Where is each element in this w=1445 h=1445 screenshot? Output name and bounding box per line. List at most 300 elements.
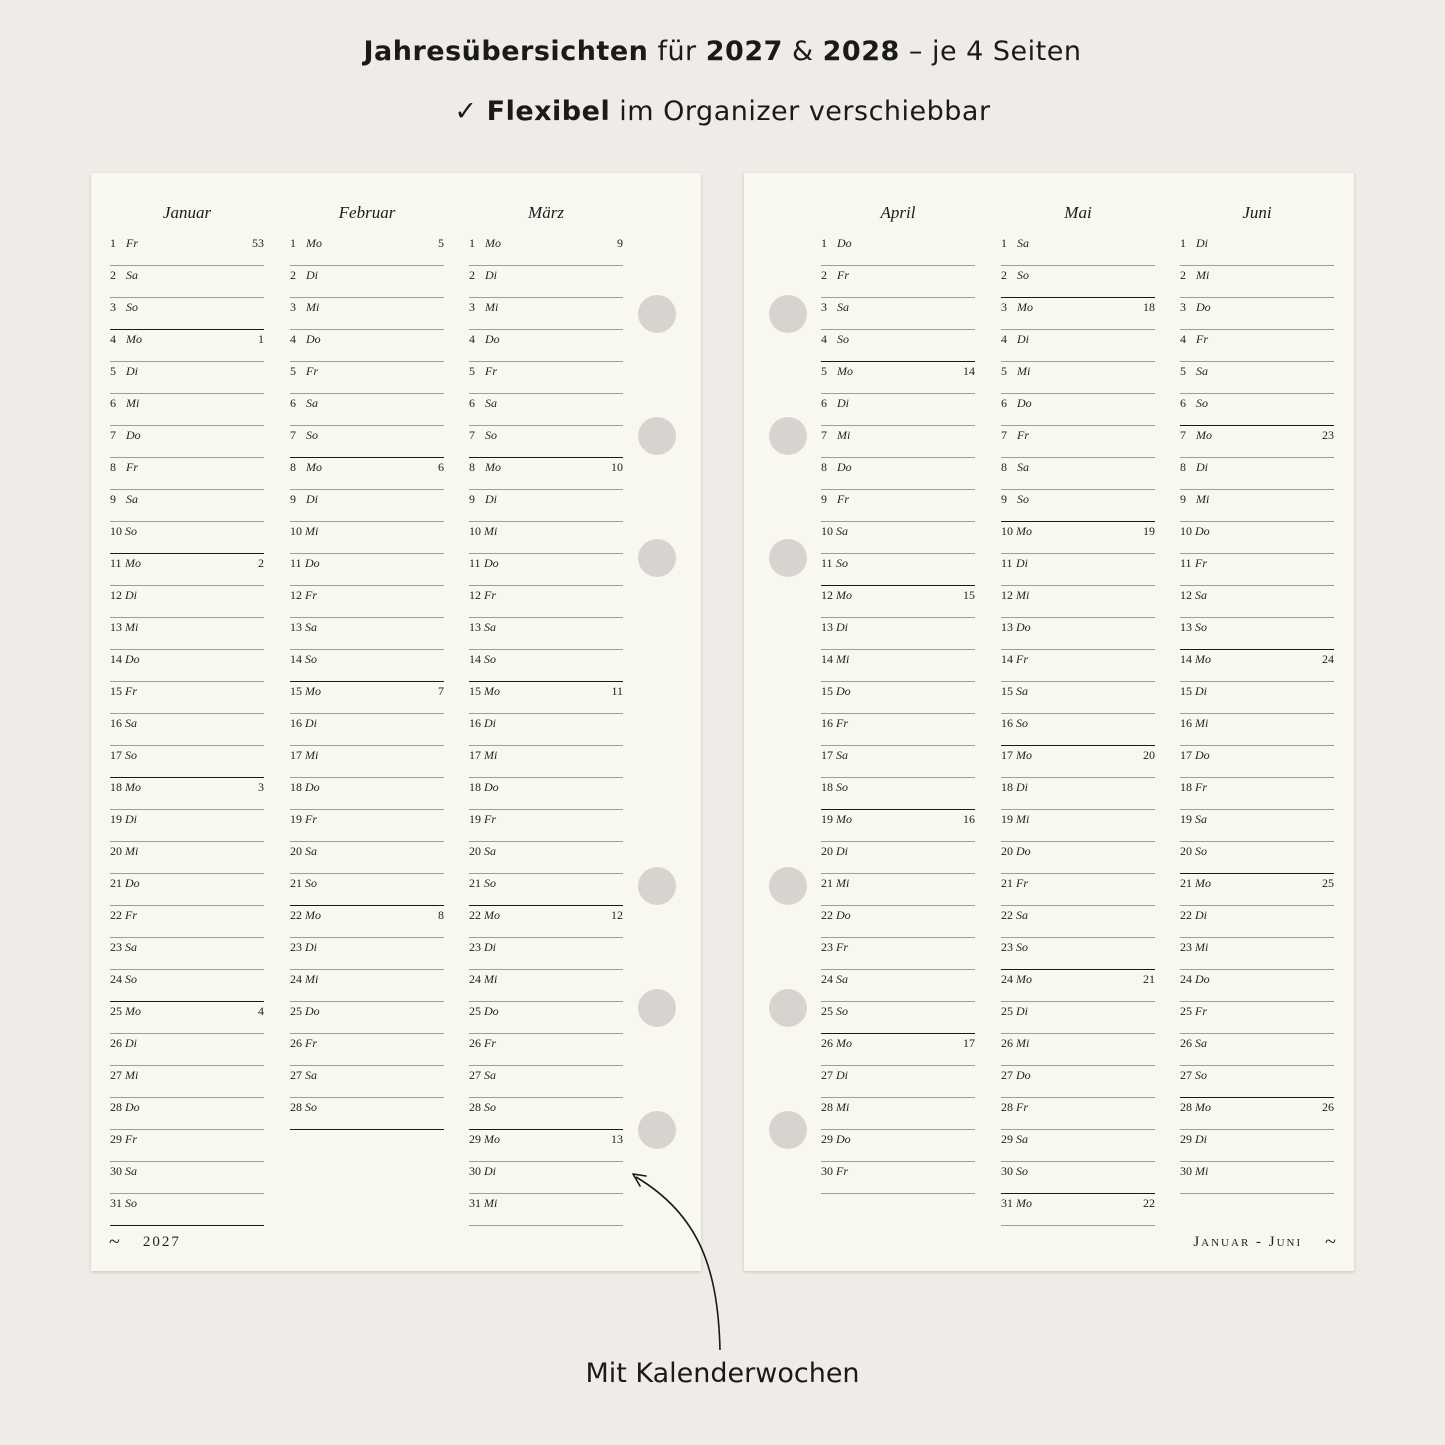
weekday-name: Mi (1195, 716, 1209, 730)
day-row (469, 906, 623, 938)
day-row (1180, 1002, 1334, 1034)
day-number: 20 (290, 844, 302, 858)
calendar-week-number: 8 (438, 908, 444, 922)
weekday-name: So (1016, 940, 1028, 954)
weekday-name: Do (837, 236, 852, 250)
day-number: 10 (1001, 524, 1013, 538)
weekday-name: Di (305, 716, 317, 730)
weekday-name: Fr (1195, 780, 1207, 794)
day-row (1001, 586, 1155, 618)
day-number: 29 (469, 1132, 481, 1146)
headline-line-2 (0, 96, 1445, 127)
weekday-name: Di (1016, 556, 1028, 570)
day-row (290, 938, 444, 970)
weekday-name: Mo (306, 460, 322, 474)
headline-bold-1: Jahresübersichten (363, 36, 649, 67)
day-row (1001, 298, 1155, 330)
day-number: 9 (110, 492, 116, 506)
day-row (821, 394, 975, 426)
headline-text-4: im Organizer verschiebbar (610, 96, 991, 127)
weekday-name: Mo (305, 684, 321, 698)
day-row (1001, 746, 1155, 778)
day-row (110, 842, 264, 874)
day-row (1001, 1034, 1155, 1066)
month-name: Juni (1242, 203, 1272, 222)
day-number: 23 (1001, 940, 1013, 954)
weekday-name: So (836, 780, 848, 794)
day-row (110, 330, 264, 362)
punch-hole (638, 417, 676, 455)
day-number: 26 (290, 1036, 302, 1050)
day-number: 28 (290, 1100, 302, 1114)
weekday-name: Do (1016, 1068, 1031, 1082)
day-row (821, 234, 975, 266)
day-number: 7 (110, 428, 116, 442)
weekday-name: Fr (1017, 428, 1029, 442)
day-row (1180, 1098, 1334, 1130)
day-number: 7 (469, 428, 475, 442)
day-row (110, 234, 264, 266)
headline-line-1 (0, 36, 1445, 67)
punch-hole (769, 417, 807, 455)
day-number: 3 (1180, 300, 1186, 314)
day-row (1180, 554, 1334, 586)
weekday-name: Sa (126, 492, 138, 506)
day-number: 27 (469, 1068, 481, 1082)
weekday-name: So (126, 300, 138, 314)
headline-bold-2: 2027 (705, 36, 783, 67)
day-number: 19 (469, 812, 481, 826)
weekday-name: Mi (1195, 1164, 1209, 1178)
day-number: 21 (110, 876, 122, 890)
day-row (821, 970, 975, 1002)
day-row (110, 810, 264, 842)
weekday-name: So (1196, 396, 1208, 410)
footer-year: 2027 (142, 1234, 181, 1250)
day-row (1180, 298, 1334, 330)
day-row (469, 554, 623, 586)
day-number: 27 (290, 1068, 302, 1082)
day-number: 30 (821, 1164, 833, 1178)
day-number: 20 (110, 844, 122, 858)
day-number: 24 (1001, 972, 1013, 986)
weekday-name: Mo (837, 364, 853, 378)
day-row (1001, 938, 1155, 970)
calendar-week-number: 13 (611, 1132, 623, 1146)
day-row (1001, 1098, 1155, 1130)
weekday-name: Di (836, 620, 848, 634)
weekday-name: Mo (485, 460, 501, 474)
day-row (821, 874, 975, 906)
weekday-name: Di (125, 1036, 137, 1050)
weekday-name: Do (305, 780, 320, 794)
day-number: 14 (469, 652, 481, 666)
day-number: 25 (821, 1004, 833, 1018)
day-number: 13 (821, 620, 833, 634)
weekday-name: Fr (484, 588, 496, 602)
day-number: 5 (110, 364, 116, 378)
day-row (290, 522, 444, 554)
month-name: April (880, 203, 916, 222)
day-row (469, 586, 623, 618)
day-row (110, 650, 264, 682)
day-number: 26 (469, 1036, 481, 1050)
day-row (821, 554, 975, 586)
day-number: 24 (1180, 972, 1192, 986)
weekday-name: Fr (837, 492, 849, 506)
day-row (110, 938, 264, 970)
day-number: 17 (821, 748, 833, 762)
weekday-name: Do (305, 1004, 320, 1018)
day-row (110, 1098, 264, 1130)
day-number: 24 (821, 972, 833, 986)
weekday-name: Mi (305, 748, 319, 762)
day-row (110, 1066, 264, 1098)
day-number: 11 (290, 556, 302, 570)
day-row (110, 906, 264, 938)
weekday-name: Mi (1016, 812, 1030, 826)
weekday-name: Mi (1196, 492, 1210, 506)
day-number: 27 (110, 1068, 122, 1082)
day-number: 12 (290, 588, 302, 602)
day-row (290, 650, 444, 682)
day-row (1180, 234, 1334, 266)
day-number: 7 (1180, 428, 1186, 442)
punch-hole (638, 867, 676, 905)
weekday-name: So (1195, 1068, 1207, 1082)
day-number: 12 (469, 588, 481, 602)
weekday-name: Mi (125, 1068, 139, 1082)
day-number: 1 (821, 236, 827, 250)
day-row (821, 1162, 975, 1194)
day-row (1180, 1130, 1334, 1162)
day-row (1001, 618, 1155, 650)
day-number: 4 (110, 332, 116, 346)
weekday-name: Mi (125, 620, 139, 634)
weekday-name: Mi (1016, 1036, 1030, 1050)
weekday-name: Fr (837, 268, 849, 282)
day-row (1180, 810, 1334, 842)
day-number: 11 (1180, 556, 1192, 570)
weekday-name: Mi (125, 844, 139, 858)
weekday-name: Do (1016, 620, 1031, 634)
weekday-name: So (1195, 620, 1207, 634)
weekday-name: Di (306, 268, 318, 282)
day-number: 20 (1180, 844, 1192, 858)
day-row (1180, 1066, 1334, 1098)
calendar-week-number: 20 (1143, 748, 1155, 762)
day-row (290, 906, 444, 938)
day-row (110, 362, 264, 394)
day-row (290, 266, 444, 298)
day-number: 28 (110, 1100, 122, 1114)
weekday-name: Do (836, 684, 851, 698)
day-row (821, 906, 975, 938)
weekday-name: Mi (484, 972, 498, 986)
day-row (1180, 490, 1334, 522)
day-row (469, 874, 623, 906)
weekday-name: Sa (1017, 460, 1029, 474)
day-number: 16 (110, 716, 122, 730)
day-row (821, 1066, 975, 1098)
weekday-name: So (484, 1100, 496, 1114)
weekday-name: Di (1195, 684, 1207, 698)
day-row (821, 1130, 975, 1162)
day-row (290, 554, 444, 586)
weekday-name: Mi (1195, 940, 1209, 954)
day-row (821, 1098, 975, 1130)
day-number: 6 (110, 396, 116, 410)
day-row (110, 682, 264, 714)
day-number: 25 (1001, 1004, 1013, 1018)
day-number: 23 (1180, 940, 1192, 954)
weekday-name: Fr (126, 236, 138, 250)
calendar-week-number: 16 (963, 812, 975, 826)
day-number: 5 (469, 364, 475, 378)
day-row (1180, 714, 1334, 746)
day-number: 20 (821, 844, 833, 858)
day-row (821, 266, 975, 298)
weekday-name: Do (484, 556, 499, 570)
day-row (110, 778, 264, 810)
weekday-name: Di (1195, 1132, 1207, 1146)
day-number: 10 (469, 524, 481, 538)
day-number: 14 (1180, 652, 1192, 666)
weekday-name: Sa (484, 844, 496, 858)
weekday-name: Mo (836, 1036, 852, 1050)
calendar-week-number: 4 (258, 1004, 264, 1018)
day-row (110, 426, 264, 458)
day-row (1180, 1162, 1334, 1194)
day-row (110, 490, 264, 522)
weekday-name: Do (1195, 972, 1210, 986)
day-row (1180, 266, 1334, 298)
weekday-name: Mo (1195, 876, 1211, 890)
day-row (469, 618, 623, 650)
day-row (821, 586, 975, 618)
day-row (469, 234, 623, 266)
day-row (469, 426, 623, 458)
weekday-name: So (836, 556, 848, 570)
day-row (1180, 394, 1334, 426)
weekday-name: Sa (125, 940, 137, 954)
weekday-name: Fr (1016, 652, 1028, 666)
day-row (1001, 842, 1155, 874)
day-row (821, 778, 975, 810)
weekday-name: Do (125, 1100, 140, 1114)
day-number: 31 (1001, 1196, 1013, 1210)
weekday-name: Fr (836, 716, 848, 730)
day-number: 18 (110, 780, 122, 794)
day-row (290, 426, 444, 458)
weekday-name: So (1016, 716, 1028, 730)
day-number: 28 (469, 1100, 481, 1114)
day-number: 18 (1180, 780, 1192, 794)
weekday-name: Mo (1017, 300, 1033, 314)
day-row (110, 1002, 264, 1034)
headline-bold-3: 2028 (822, 36, 900, 67)
calendar-week-number: 17 (963, 1036, 975, 1050)
weekday-name: Mo (1195, 652, 1211, 666)
day-row (110, 298, 264, 330)
day-number: 4 (821, 332, 827, 346)
weekday-name: Di (484, 1164, 496, 1178)
weekday-name: Mo (125, 1004, 141, 1018)
day-row (110, 1162, 264, 1194)
day-number: 15 (469, 684, 481, 698)
day-number: 27 (821, 1068, 833, 1082)
weekday-name: So (484, 876, 496, 890)
calendar-week-number: 21 (1143, 972, 1155, 986)
day-row (1001, 778, 1155, 810)
weekday-name: Mi (484, 524, 498, 538)
punch-hole (638, 295, 676, 333)
day-row (1001, 1194, 1155, 1226)
day-row (110, 586, 264, 618)
day-row (110, 1130, 264, 1162)
day-number: 15 (290, 684, 302, 698)
day-row (1180, 1034, 1334, 1066)
day-number: 5 (1001, 364, 1007, 378)
weekday-name: Mo (1016, 524, 1032, 538)
headline-text-3: – je 4 Seiten (899, 36, 1082, 67)
day-number: 15 (821, 684, 833, 698)
day-row (469, 650, 623, 682)
day-row (469, 682, 623, 714)
day-row (821, 458, 975, 490)
day-number: 30 (110, 1164, 122, 1178)
day-number: 22 (821, 908, 833, 922)
weekday-name: Mo (125, 556, 141, 570)
day-number: 23 (110, 940, 122, 954)
weekday-name: Sa (126, 268, 138, 282)
day-number: 25 (469, 1004, 481, 1018)
day-row (110, 554, 264, 586)
day-number: 8 (469, 460, 475, 474)
day-number: 27 (1001, 1068, 1013, 1082)
day-row (110, 1034, 264, 1066)
weekday-name: Fr (306, 364, 318, 378)
weekday-name: Do (1195, 748, 1210, 762)
day-number: 6 (290, 396, 296, 410)
weekday-name: Sa (1195, 812, 1207, 826)
day-number: 3 (821, 300, 827, 314)
weekday-name: Mi (484, 1196, 498, 1210)
day-number: 16 (1180, 716, 1192, 730)
day-number: 17 (290, 748, 302, 762)
weekday-name: So (836, 1004, 848, 1018)
weekday-name: Mo (1195, 1100, 1211, 1114)
day-row (1180, 618, 1334, 650)
weekday-name: So (1016, 1164, 1028, 1178)
weekday-name: Sa (484, 1068, 496, 1082)
day-number: 24 (469, 972, 481, 986)
weekday-name: Do (836, 908, 851, 922)
weekday-name: Di (1017, 332, 1029, 346)
day-row (1001, 458, 1155, 490)
day-number: 19 (1001, 812, 1013, 826)
weekday-name: Do (125, 876, 140, 890)
day-row (821, 746, 975, 778)
weekday-name: Sa (484, 620, 496, 634)
calendar-week-number: 24 (1322, 652, 1334, 666)
day-number: 22 (469, 908, 481, 922)
day-number: 29 (110, 1132, 122, 1146)
weekday-name: So (484, 652, 496, 666)
day-number: 28 (821, 1100, 833, 1114)
weekday-name: Mo (484, 1132, 500, 1146)
day-number: 25 (110, 1004, 122, 1018)
day-number: 23 (290, 940, 302, 954)
day-row (1180, 362, 1334, 394)
tilde-ornament: ~ (109, 1231, 120, 1253)
day-row (290, 586, 444, 618)
weekday-name: Do (484, 780, 499, 794)
day-row (469, 1098, 623, 1130)
day-row (1001, 682, 1155, 714)
day-row (290, 330, 444, 362)
day-number: 29 (1001, 1132, 1013, 1146)
calendar-week-number: 10 (611, 460, 623, 474)
day-row (1001, 810, 1155, 842)
day-row (290, 234, 444, 266)
weekday-name: So (1195, 844, 1207, 858)
day-number: 8 (290, 460, 296, 474)
day-row (1001, 394, 1155, 426)
weekday-name: Fr (836, 1164, 848, 1178)
weekday-name: Fr (125, 684, 137, 698)
day-number: 9 (1180, 492, 1186, 506)
day-number: 22 (1180, 908, 1192, 922)
day-row (821, 298, 975, 330)
weekday-name: Fr (1196, 332, 1208, 346)
day-number: 13 (469, 620, 481, 634)
day-number: 19 (821, 812, 833, 826)
day-number: 7 (821, 428, 827, 442)
weekday-name: Sa (125, 1164, 137, 1178)
day-number: 8 (1180, 460, 1186, 474)
day-number: 31 (469, 1196, 481, 1210)
day-number: 7 (1001, 428, 1007, 442)
day-row (290, 970, 444, 1002)
weekday-name: So (125, 524, 137, 538)
day-number: 16 (1001, 716, 1013, 730)
day-row (821, 650, 975, 682)
headline-text-1: für (648, 36, 706, 67)
weekday-name: Fr (305, 812, 317, 826)
day-row (821, 682, 975, 714)
weekday-name: Mi (126, 396, 140, 410)
weekday-name: So (306, 428, 318, 442)
weekday-name: Mi (1196, 268, 1210, 282)
punch-hole (638, 1111, 676, 1149)
weekday-name: Sa (1196, 364, 1208, 378)
day-number: 4 (290, 332, 296, 346)
day-number: 14 (821, 652, 833, 666)
weekday-name: Sa (1016, 1132, 1028, 1146)
day-row (1001, 1066, 1155, 1098)
day-number: 17 (1001, 748, 1013, 762)
weekday-name: Sa (306, 396, 318, 410)
day-row (821, 938, 975, 970)
day-row (1001, 714, 1155, 746)
punch-hole (769, 295, 807, 333)
day-number: 20 (469, 844, 481, 858)
calendar-week-number: 1 (258, 332, 264, 346)
day-row (1180, 682, 1334, 714)
weekday-name: So (305, 876, 317, 890)
day-row (110, 522, 264, 554)
